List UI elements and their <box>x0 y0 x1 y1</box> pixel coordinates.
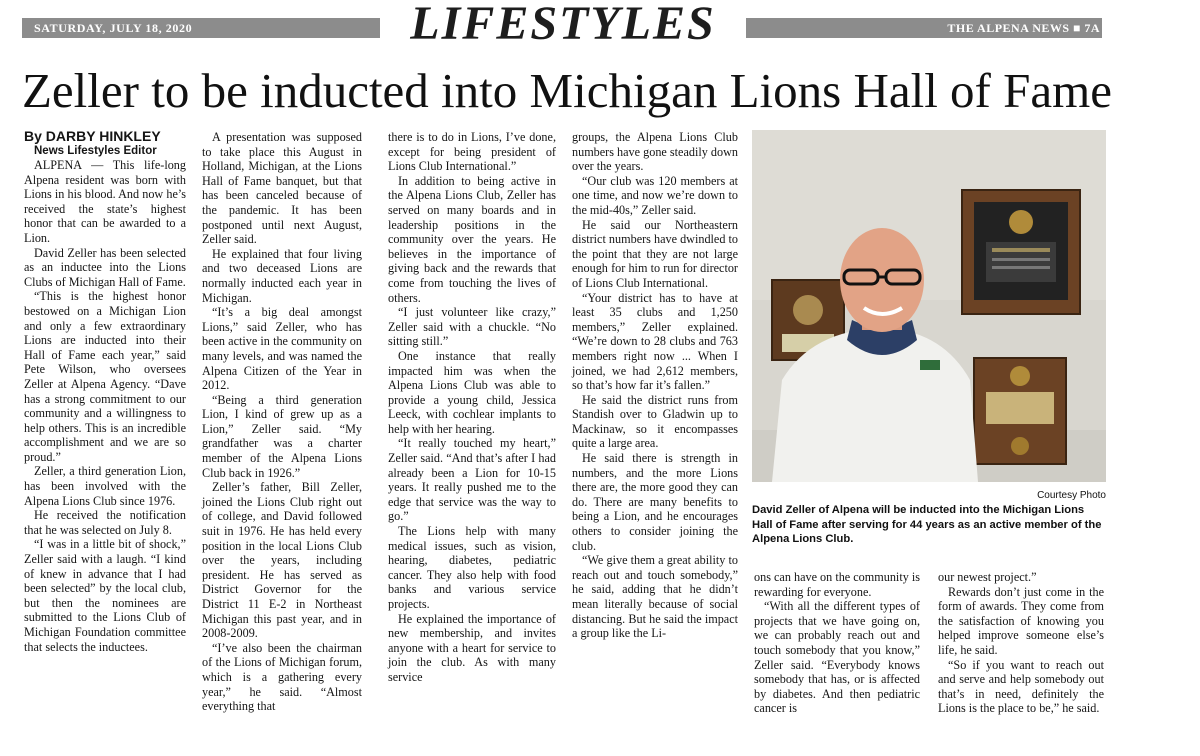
article-column-3 <box>388 130 556 685</box>
paragraph: He explained the importance of new membership, and invites anyone with a heart for service to join the club. As with many service <box>388 611 556 684</box>
paragraph: David Zeller has been selected as an inductee into the Lions Clubs of Michigan Hall of Fame. <box>24 245 186 289</box>
paper-page-label: THE ALPENA NEWS ■ 7A <box>947 21 1100 35</box>
paragraph: “With all the different types of projects that we have going on, we can probably reach out and touch somebody that you know,” Zeller said. “Everybody knows somebody that has, or is affected by diabetes. And then pediatric cancer is <box>754 599 920 716</box>
paragraph: ALPENA — This life-long Alpena resident was born with Lions in his blood. And now he’s received the state’s highest honor that can be awarded to a Lion. <box>24 158 186 245</box>
article-column-2 <box>202 130 362 714</box>
paragraph: “Being a third generation Lion, I kind of grew up as a Lion,” Zeller said. “My grandfather was a charter member of the Alpena Lions Club back in 1926.” <box>202 392 362 480</box>
paragraph: He explained that four living and two deceased Lions are normally inducted each year in Michigan. <box>202 246 362 305</box>
paragraph: “It really touched my heart,” Zeller said. “And that’s after I had already been a Lion for 10-15 years. It really pushed me to the edge that service was the way to go.” <box>388 436 556 524</box>
article-column-4 <box>572 130 738 641</box>
paragraph: “I was in a little bit of shock,” Zeller said with a laugh. “I kind of knew in advance that I had been selected” by the local club, but then the nominees are submitted to the Lions Club of Michigan Foundation committee that selects the inductees. <box>24 537 186 654</box>
paragraph: “I just volunteer like crazy,” Zeller said with a chuckle. “No sitting still.” <box>388 305 556 349</box>
issue-date: SATURDAY, JULY 18, 2020 <box>34 21 193 35</box>
paragraph: In addition to being active in the Alpena Lions Club, Zeller has served on many boards and in leadership positions in the community over the years. He believes in the importance of giving back and the rewards that come from touching the lives of others. <box>388 173 556 305</box>
paragraph: Zeller’s father, Bill Zeller, joined the Lions Club right out of college, and David followed suit in 1976. He has held every position in the local Lions Club over the years, including president. He has served as District Governor for the District 11 E-2 in Northeast Michigan this past year, and in 2008-2009. <box>202 480 362 641</box>
paragraph: “I’ve also been the chairman of the Lions of Michigan forum, which is a gathering every year,” he said. “Almost everything that <box>202 640 362 714</box>
paragraph: “Your district has to have at least 35 clubs and 1,250 members,” Zeller explained. “We’re down to 28 clubs and 763 members right now ... When I joined, we had 2,612 members, so that’s how far it’s fallen.” <box>572 290 738 393</box>
paragraph: A presentation was supposed to take place this August in Holland, Michigan, at the Lions Hall of Fame banquet, but that has been canceled because of the pandemic. It has been postponed until next August, Zeller said. <box>202 130 362 247</box>
article-column-1 <box>24 128 186 654</box>
paragraph: The Lions help with many medical issues, such as vision, hearing, diabetes, pediatric cancer. They also help with food banks and various service projects. <box>388 524 556 611</box>
paragraph: He said there is strength in numbers, and the more Lions there are, the more good they can do. There are many benefits to being a Lion, and he encourages others to consider joining the club. <box>572 451 738 553</box>
paragraph: “So if you want to reach out and serve and help somebody out that’s in need, definitely the Lions is the place to be,” he said. <box>938 657 1104 716</box>
paragraph: He received the notification that he was selected on July 8. <box>24 508 186 537</box>
paragraph: He said the district runs from Standish over to Gladwin up to Mackinaw, so it encompasses quite a large area. <box>572 392 738 451</box>
headline: Zeller to be inducted into Michigan Lions Hall of Fame <box>22 63 1112 118</box>
section-title: LIFESTYLES <box>410 0 716 50</box>
paragraph: our newest project.” <box>938 570 1037 584</box>
paragraph: “We give them a great ability to reach out and touch somebody,” he said, adding that he didn’t mean literally because of social distancing. But he said the impact a group like the Li- <box>572 553 738 641</box>
photo-credit: Courtesy Photo <box>1037 490 1106 501</box>
photo-illustration <box>752 130 1106 482</box>
paragraph: He said our Northeastern district numbers have dwindled to the point that they are not large enough for him to run for director of Lions Club International. <box>572 217 738 290</box>
article-column-6 <box>938 570 1104 716</box>
paragraph: “Our club was 120 members at one time, and now we’re down to the mid-40s,” Zeller said. <box>572 173 738 217</box>
paragraph: ons can have on the community is rewarding for everyone. <box>754 570 920 599</box>
paragraph: One instance that really impacted him was when the Alpena Lions Club was able to provide a young child, Jessica Leeck, with cochlear implants to help with her hearing. <box>388 348 556 436</box>
paragraph: there is to do in Lions, I’ve done, except for being president of Lions Club International.” <box>388 130 556 174</box>
paragraph: Zeller, a third generation Lion, has been involved with the Alpena Lions Club since 1976. <box>24 464 186 508</box>
paragraph: “This is the highest honor bestowed on a Michigan Lion and only a few extraordinary Lions are inducted into their Hall of Fame each year,” said Pete Wilson, who oversees Zeller at Alpena Agency. “Dave has a strong commitment to our community and a willingness to help others. This is an incredible accomplishment and we are so proud.” <box>24 289 186 464</box>
paragraph: groups, the Alpena Lions Club numbers have gone steadily down over the years. <box>572 130 738 174</box>
news-photo <box>752 130 1106 482</box>
photo-caption: David Zeller of Alpena will be inducted into the Michigan Lions Hall of Fame after serving for 44 years as an active member of the Alpena Lions Club. <box>752 504 1102 545</box>
byline: By DARBY HINKLEY <box>24 128 161 144</box>
article-column-5 <box>754 570 920 716</box>
byline-title: News Lifestyles Editor <box>34 145 157 157</box>
paragraph: “It’s a big deal amongst Lions,” said Zeller, who has been active in the community on many levels, and was named the Alpena Citizen of the Year in 2012. <box>202 305 362 393</box>
paragraph: Rewards don’t just come in the form of awards. They come from the satisfaction of knowing you helped improve someone else’s life, he said. <box>938 584 1104 657</box>
